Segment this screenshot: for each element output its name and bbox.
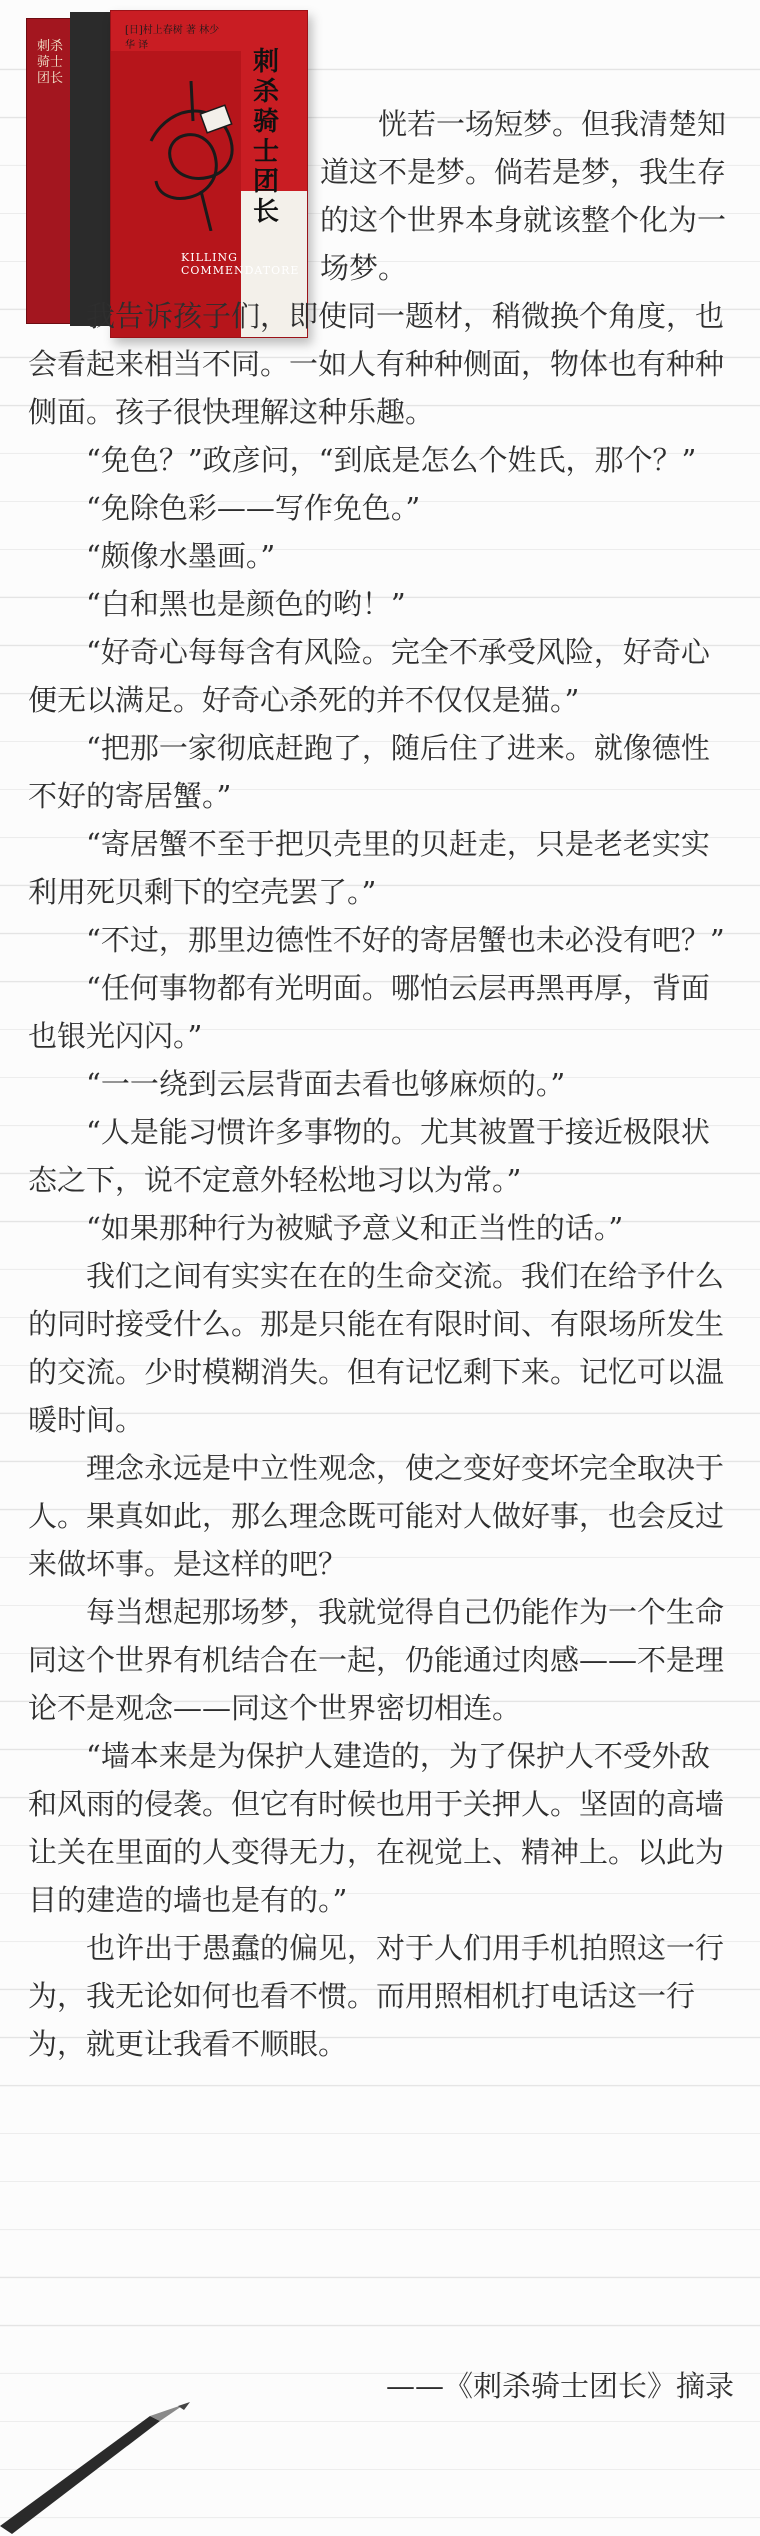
paragraph: “免除色彩——写作免色。” (86, 491, 421, 525)
paragraph: “好奇心每每含有风险。完全不承受风险，好奇心便无以满足。好奇心杀死的并不仅仅是猫。” (28, 635, 710, 717)
paragraph: “寄居蟹不至于把贝壳里的贝赶走，只是老老实实利用死贝剩下的空壳罢了。” (28, 827, 710, 909)
paragraph: “人是能习惯许多事物的。尤其被置于接近极限状态之下，说不定意外轻松地习以为常。” (28, 1115, 710, 1197)
source-attribution: ——《刺杀骑士团长》摘录 (385, 2369, 734, 2403)
paragraph: “白和黑也是颜色的哟！” (86, 587, 406, 621)
book-cover-image (26, 10, 308, 336)
spine-title: 刺杀骑士团长 (37, 39, 64, 86)
paragraph: 恍若一场短梦。但我清楚知道这不是梦。倘若是梦，我生存的这个世界本身就该整个化为一场梦。 (320, 107, 727, 285)
paragraph: “墙本来是为保护人建造的，为了保护人不受外敌和风雨的侵袭。但它有时候也用于关押人。坚固的高墙让关在里面的人变得无力，在视觉上、精神上。以此为目的建造的墙也是有的。” (28, 1739, 725, 1917)
paragraph: “不过，那里边德性不好的寄居蟹也未必没有吧？” (86, 923, 725, 957)
book-spine-red (26, 18, 74, 324)
body-text (28, 292, 732, 2068)
paragraph: 每当想起那场梦，我就觉得自己仍能作为一个生命同这个世界有机结合在一起，仍能通过肉感——不是理论不是观念——同这个世界密切相连。 (28, 1595, 725, 1725)
cover-title: 刺杀骑士团长 (253, 47, 280, 227)
intro-text (320, 100, 732, 292)
paragraph: “颇像水墨画。” (86, 539, 276, 573)
paragraph: “如果那种行为被赋予意义和正当性的话。” (86, 1211, 624, 1245)
paragraph: “把那一家彻底赶跑了，随后住了进来。就像德性不好的寄居蟹。” (28, 731, 710, 813)
paragraph: “任何事物都有光明面。哪怕云层再黑再厚，背面也银光闪闪。” (28, 971, 710, 1053)
paragraph: 我告诉孩子们，即使同一题材，稍微换个角度，也会看起来相当不同。一如人有种种侧面，物体也有种种侧面。孩子很快理解这种乐趣。 (28, 299, 725, 429)
paragraph: 我们之间有实实在在的生命交流。我们在给予什么的同时接受什么。那是只能在有限时间、有限场所发生的交流。少时模糊消失。但有记忆剩下来。记忆可以温暖时间。 (28, 1259, 725, 1437)
paragraph: “一一绕到云层背面去看也够麻烦的。” (86, 1067, 566, 1101)
paragraph: 也许出于愚蠢的偏见，对于人们用手机拍照这一行为，我无论如何也看不惯。而用照相机打电话这一行为，就更让我看不顺眼。 (28, 1931, 725, 2061)
cover-author: [日]村上春树 著 林少华 译 (125, 25, 220, 51)
pen-icon (0, 2386, 200, 2536)
book-front-cover (110, 10, 308, 338)
paragraph: “免色？”政彦问，“到底是怎么个姓氏，那个？” (86, 443, 697, 477)
rope-knot-icon (131, 81, 251, 231)
cover-title-en: KILLING COMMENDATORE (181, 251, 300, 277)
book-spine-dark (70, 12, 112, 326)
paragraph: 理念永远是中立性观念，使之变好变坏完全取决于人。果真如此，那么理念既可能对人做好事，也会反过来做坏事。是这样的吧？ (28, 1451, 725, 1581)
